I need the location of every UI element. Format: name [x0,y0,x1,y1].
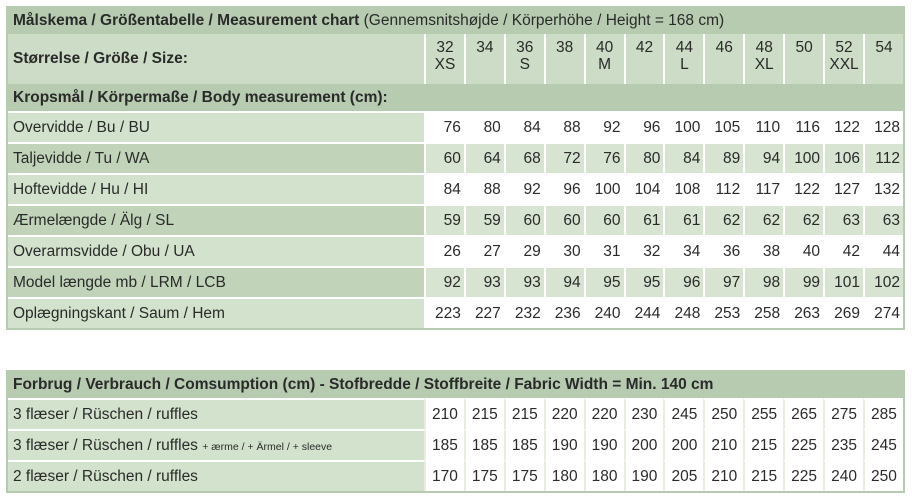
measurement-value: 92 [504,173,544,204]
fabric-value: 240 [823,460,863,491]
fabric-value: 200 [624,429,664,460]
measurement-value: 84 [504,111,544,142]
measurement-value: 99 [783,266,823,297]
size-code: S [519,56,530,73]
measurement-value: 104 [624,173,664,204]
size-code: L [680,56,689,73]
size-number: 52 [835,39,853,56]
measurement-value: 44 [863,235,903,266]
fabric-value: 245 [663,398,703,429]
size-header-cell [504,34,544,84]
fabric-value: 215 [743,460,783,491]
fabric-chart-title: Forbrug / Verbrauch / Comsumption (cm) - Stofbredde / Stoffbreite / Fabric Width = Min. 140 cm [8,372,903,398]
measurement-value: 94 [743,142,783,173]
measurement-value: 62 [783,204,823,235]
measurement-value: 30 [544,235,584,266]
measurement-value: 117 [743,173,783,204]
measurement-value: 84 [424,173,464,204]
size-number: 44 [675,39,694,56]
measurement-value: 64 [464,142,504,173]
size-code: M [598,56,612,73]
fabric-value: 175 [464,460,504,491]
measurement-value: 80 [464,111,504,142]
size-number: 50 [795,39,813,56]
measurement-value: 34 [663,235,703,266]
measurement-value: 112 [863,142,903,173]
size-number: 46 [715,39,733,56]
measurement-row [8,266,903,297]
fabric-value: 180 [584,460,624,491]
fabric-value: 255 [743,398,783,429]
size-header-cell [544,34,584,84]
measurement-value: 72 [544,142,584,173]
fabric-value: 215 [743,429,783,460]
fabric-value: 205 [663,460,703,491]
measurement-value: 127 [823,173,863,204]
title-bold: Målskema / Größentabelle / Measurement chart [13,12,360,29]
fabric-value: 250 [703,398,743,429]
measurement-value: 236 [544,297,584,328]
measurement-row [8,235,903,266]
measurement-value: 227 [464,297,504,328]
fabric-value: 245 [863,429,903,460]
measurement-value: 80 [624,142,664,173]
measurement-value: 95 [624,266,664,297]
measurement-value: 132 [863,173,903,204]
fabric-value: 210 [703,429,743,460]
measurement-value: 76 [424,111,464,142]
size-header-cell [743,34,783,84]
size-number: 34 [476,39,494,56]
measurement-value: 112 [703,173,743,204]
size-header-cell [624,34,664,84]
measurement-value: 108 [663,173,703,204]
measurement-value: 100 [663,111,703,142]
fabric-row [8,398,903,429]
fabric-value: 215 [464,398,504,429]
measurement-value: 100 [783,142,823,173]
fabric-value: 185 [464,429,504,460]
size-number: 54 [875,39,893,56]
fabric-value: 190 [584,429,624,460]
measurement-value: 89 [703,142,743,173]
size-code: XS [434,56,456,73]
measurement-value: 98 [743,266,783,297]
measurement-value: 116 [783,111,823,142]
size-header-cell [703,34,743,84]
size-header-cell [783,34,823,84]
size-chart-table [6,6,905,330]
size-header-cell [424,34,464,84]
measurement-value: 63 [863,204,903,235]
measurement-value: 92 [424,266,464,297]
measurement-value: 84 [663,142,703,173]
fabric-consumption-table [6,370,905,493]
size-header-cell [584,34,624,84]
title-height-note: (Gennemsnitshøjde / Körperhöhe / Height = 168 cm) [363,12,725,29]
measurement-value: 42 [823,235,863,266]
size-number: 32 [436,39,454,56]
measurement-value: 106 [823,142,863,173]
measurement-value: 96 [663,266,703,297]
size-header-cell [863,34,903,84]
measurement-value: 32 [624,235,664,266]
measurement-value: 101 [823,266,863,297]
fabric-label [8,429,424,460]
measurement-value: 27 [464,235,504,266]
measurement-row [8,142,903,173]
fabric-value: 185 [504,429,544,460]
measurement-label: Overarmsvidde / Obu / UA [8,235,424,266]
measurement-value: 269 [823,297,863,328]
measurement-value: 60 [584,204,624,235]
measurement-row [8,297,903,328]
measurement-value: 60 [424,142,464,173]
measurement-value: 94 [544,266,584,297]
measurement-value: 88 [544,111,584,142]
fabric-value: 215 [504,398,544,429]
size-chart-title [8,8,903,34]
measurement-value: 63 [823,204,863,235]
measurement-value: 274 [863,297,903,328]
measurement-value: 232 [504,297,544,328]
fabric-label-main: 3 flæser / Rüschen / ruffles [13,436,198,454]
measurement-value: 105 [703,111,743,142]
measurement-value: 248 [663,297,703,328]
measurement-value: 253 [703,297,743,328]
measurement-value: 61 [663,204,703,235]
measurement-value: 68 [504,142,544,173]
fabric-value: 250 [863,460,903,491]
measurement-label: Hoftevidde / Hu / HI [8,173,424,204]
fabric-value: 235 [823,429,863,460]
measurement-value: 31 [584,235,624,266]
size-header-cell [823,34,863,84]
size-number: 42 [635,39,654,56]
measurement-value: 258 [743,297,783,328]
measurement-value: 95 [584,266,624,297]
fabric-label-main: 2 flæser / Rüschen / ruffles [13,467,198,485]
measurement-value: 60 [544,204,584,235]
measurement-value: 29 [504,235,544,266]
measurement-value: 92 [584,111,624,142]
size-code: XL [754,56,774,73]
fabric-value: 170 [424,460,464,491]
fabric-value: 210 [424,398,464,429]
fabric-value: 225 [783,460,823,491]
size-number: 38 [556,39,574,56]
measurement-label: Overvidde / Bu / BU [8,111,424,142]
fabric-value: 185 [424,429,464,460]
fabric-value: 265 [783,398,823,429]
fabric-value: 190 [544,429,584,460]
fabric-label [8,460,424,491]
measurement-value: 40 [783,235,823,266]
fabric-row [8,429,903,460]
measurement-value: 88 [464,173,504,204]
fabric-value: 210 [703,460,743,491]
measurement-value: 62 [743,204,783,235]
measurement-value: 59 [464,204,504,235]
measurement-value: 263 [783,297,823,328]
measurement-value: 59 [424,204,464,235]
fabric-value: 180 [544,460,584,491]
measurement-label: Oplægningskant / Saum / Hem [8,297,424,328]
fabric-value: 190 [624,460,664,491]
fabric-value: 275 [823,398,863,429]
measurement-row [8,111,903,142]
measurement-value: 244 [624,297,664,328]
size-header-cell [464,34,504,84]
size-code: XXL [829,56,859,73]
measurement-value: 96 [624,111,664,142]
body-measurement-heading: Kropsmål / Körpermaße / Body measurement (cm): [8,84,903,111]
measurement-value: 60 [504,204,544,235]
measurement-value: 76 [584,142,624,173]
measurement-value: 93 [504,266,544,297]
measurement-value: 61 [624,204,664,235]
measurement-value: 122 [823,111,863,142]
fabric-value: 200 [663,429,703,460]
measurement-label: Ærmelængde / Älg / SL [8,204,424,235]
measurement-value: 38 [743,235,783,266]
fabric-value: 220 [584,398,624,429]
size-number: 40 [595,39,614,56]
measurement-label: Model længde mb / LRM / LCB [8,266,424,297]
size-row-label: Størrelse / Größe / Size: [8,34,424,84]
measurement-value: 62 [703,204,743,235]
measurement-value: 93 [464,266,504,297]
fabric-value: 285 [863,398,903,429]
fabric-label-suffix: + ærme / + Ärmel / + sleeve [202,440,333,453]
measurement-value: 122 [783,173,823,204]
measurement-value: 36 [703,235,743,266]
measurement-value: 100 [584,173,624,204]
fabric-value: 220 [544,398,584,429]
fabric-value: 175 [504,460,544,491]
fabric-value: 225 [783,429,823,460]
measurement-value: 96 [544,173,584,204]
measurement-value: 128 [863,111,903,142]
measurement-value: 102 [863,266,903,297]
measurement-value: 110 [743,111,783,142]
fabric-label-main: 3 flæser / Rüschen / ruffles [13,405,198,423]
measurement-value: 97 [703,266,743,297]
size-number: 36 [516,39,534,56]
fabric-row [8,460,903,491]
fabric-label [8,398,424,429]
size-number: 48 [755,39,773,56]
measurement-label: Taljevidde / Tu / WA [8,142,424,173]
size-header-cell [663,34,703,84]
fabric-value: 230 [624,398,664,429]
measurement-row [8,173,903,204]
measurement-row [8,204,903,235]
measurement-value: 223 [424,297,464,328]
measurement-value: 240 [584,297,624,328]
measurement-value: 26 [424,235,464,266]
